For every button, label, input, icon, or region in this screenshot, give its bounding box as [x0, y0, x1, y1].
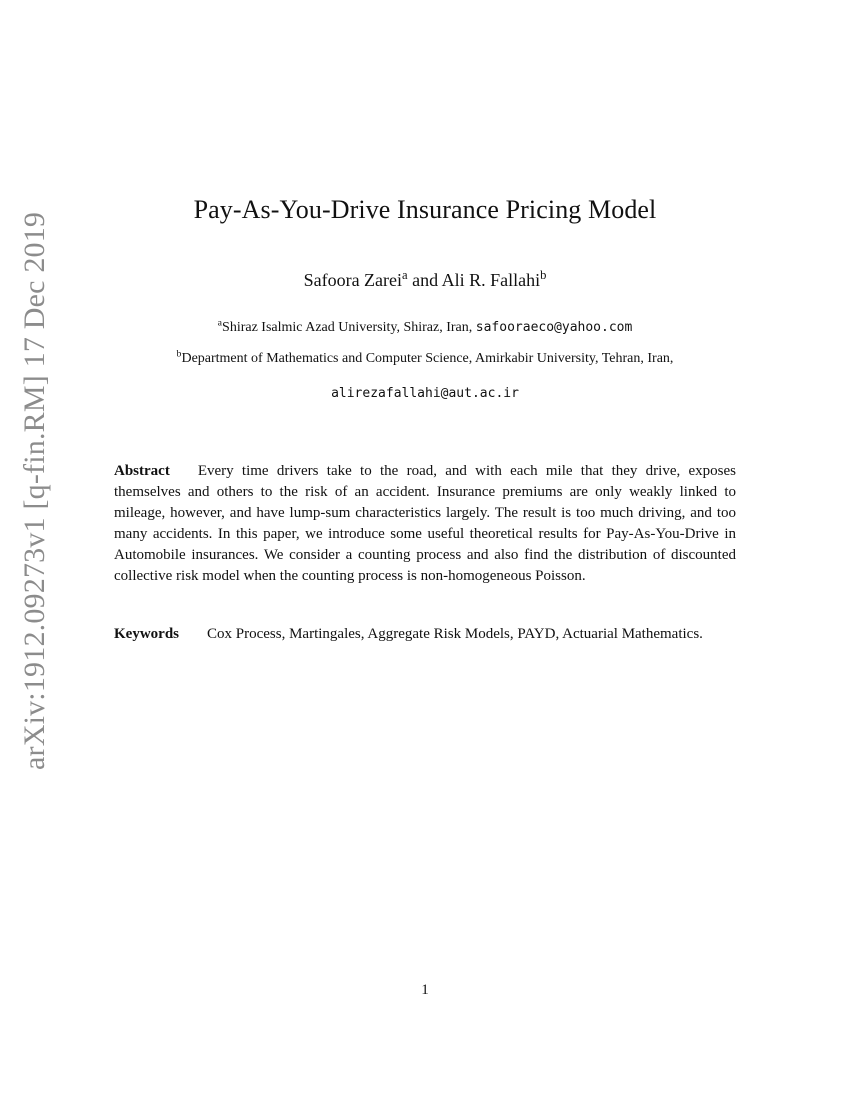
paper-title: Pay-As-You-Drive Insurance Pricing Model [193, 195, 657, 224]
affiliation-b-text: Department of Mathematics and Computer Science, Amirkabir University, Tehran, Iran, [181, 351, 674, 366]
abstract-text: Every time drivers take to the road, and with each mile that they drive, exposes themselves and others to the risk of an accident. Insurance premiums are only weakly linked to mileage, however, and have lump-sum characteristics largely. The result is too much driving, and too many accidents. In this paper, we introduce some useful theoretical results for Pay-As-You-Drive in Automobile insurances. We consider a counting process and also find the distribution of discounted collective risk model when the counting process is non-homogeneous Poisson. [114, 463, 736, 584]
affiliation-b-email[interactable]: alirezafallahi@aut.ac.ir [331, 386, 519, 401]
author-line [0, 270, 850, 291]
keywords-section [114, 624, 736, 645]
keywords-text: Cox Process, Martingales, Aggregate Risk Models, PAYD, Actuarial Mathematics. [207, 626, 703, 642]
affiliation-a-marker: a [217, 317, 223, 329]
arxiv-identifier-stamp: arXiv:1912.09273v1 [q-fin.RM] 17 Dec 2019 [18, 211, 51, 770]
author-conjunction: and [407, 270, 442, 290]
abstract-section [114, 461, 736, 587]
affiliation-b [0, 348, 850, 367]
abstract-label: Abstract [114, 463, 170, 479]
author-name-1: Safoora Zarei [303, 270, 403, 290]
author-2-affil-marker: b [540, 268, 547, 282]
affiliation-a-text: Shiraz Isalmic Azad University, Shiraz, Iran, [222, 320, 476, 335]
author-name-2: Ali R. Fallahi [441, 270, 541, 290]
affiliation-a [0, 317, 850, 336]
affiliation-a-email[interactable]: safooraeco@yahoo.com [475, 320, 633, 335]
author-1-affil-marker: a [402, 268, 408, 282]
affiliation-b-marker: b [176, 348, 182, 360]
affiliation-b-email-line [0, 386, 850, 402]
page-number: 1 [421, 982, 429, 998]
keywords-label: Keywords [114, 626, 179, 642]
